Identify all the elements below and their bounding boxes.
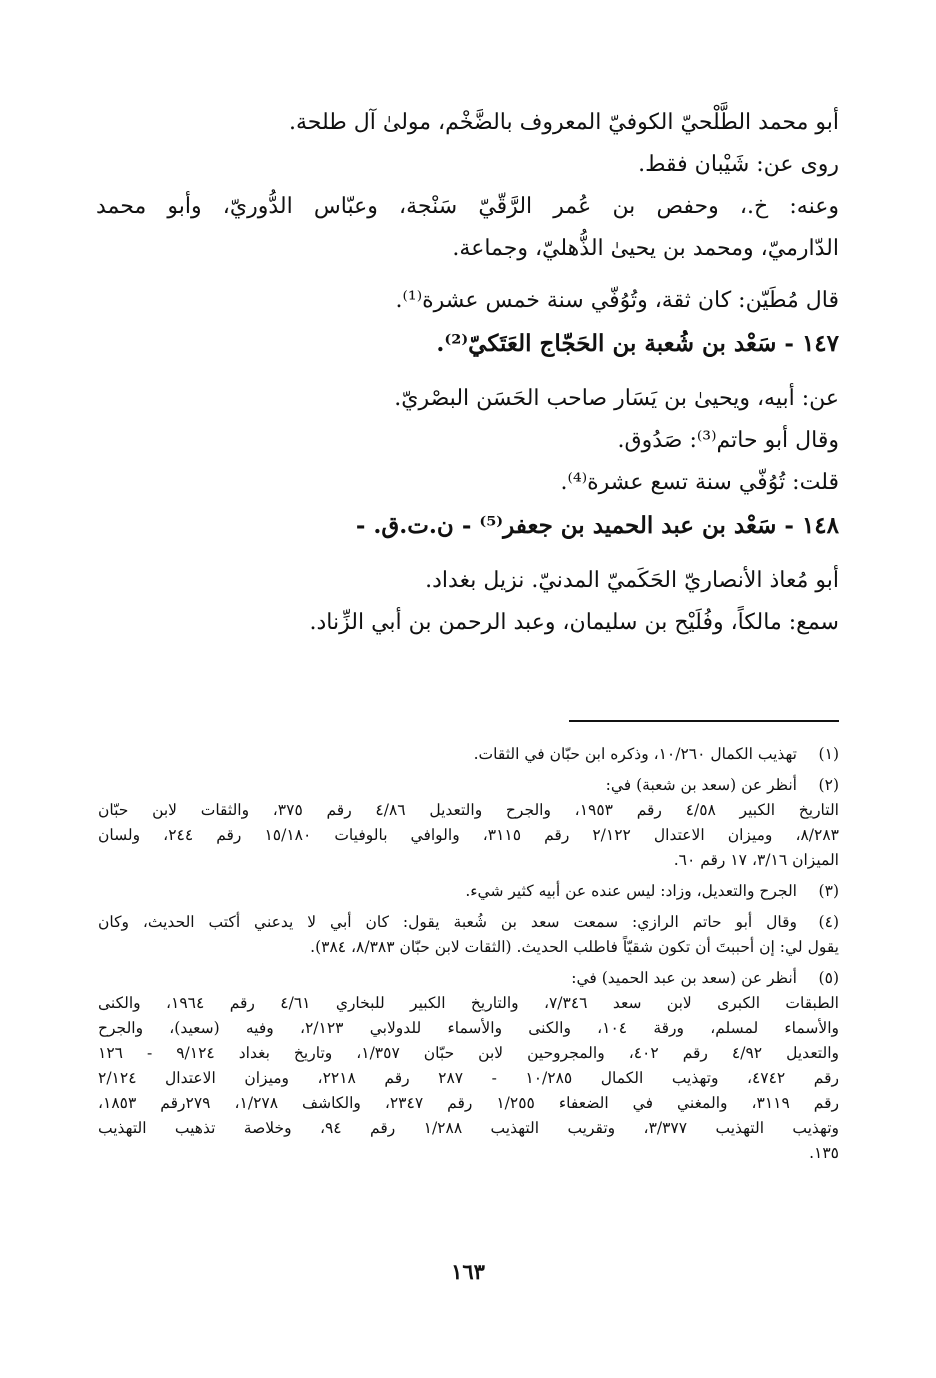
footnote-number: (١) <box>818 745 839 763</box>
footnote-line: والأسماء لمسلم، ورقة ١٠٤، والكنى والأسماء للدولابي ٢/١٢٣، وفيه (سعيد)، والجرح <box>98 1019 839 1037</box>
footnote <box>98 910 839 960</box>
footnote-line: ٨/٢٨٣، وميزان الاعتدال ٢/١٢٢ رقم ٣١١٥، والوافي بالوفيات ١٥/١٨٠ رقم ٢٤٤، ولسان <box>98 826 839 844</box>
footnote-line: الميزان ٣/١٦، ١٧ رقم ٦٠. <box>673 851 839 869</box>
footnote <box>98 966 839 1166</box>
footnote-line: رقم ٣١١٩، والمغني في الضعفاء ١/٢٥٥ رقم ٢٣٤٧، والكاشف ١/٢٧٨، ٢٧٩رقم ١٨٥٣، <box>98 1094 840 1112</box>
footnote-separator <box>569 720 839 722</box>
footnote <box>98 773 839 873</box>
entry-heading-148: ١٤٨ - سَعْد بن عبد الحميد بن جعفر⁽⁵⁾ - ن.ت.ق. - <box>355 512 839 539</box>
footnote <box>98 742 839 767</box>
footnote-number: (٣) <box>818 882 839 900</box>
footnotes <box>98 742 839 1172</box>
footnote-line: أنظر عن (سعد بن شعبة) في: <box>605 776 797 794</box>
text-line: الدّارميّ، ومحمد بن يحيىٰ الذُّهليّ، وجماعة. <box>452 236 839 261</box>
text-line: قلت: تُوُفّي سنة تسع عشرة⁽⁴⁾. <box>560 470 839 495</box>
text-line: وعنه: خ.، وحفص بن عُمر الرَّقّيّ سَنْجة، وعبّاس الدُّوريّ، وأبو محمد <box>96 194 839 219</box>
footnote-line: ١٣٥. <box>809 1144 839 1162</box>
main-text <box>96 108 839 650</box>
footnote-line: تهذيب الكمال ١٠/٢٦٠، وذكره ابن حبّان في الثقات. <box>473 745 797 763</box>
text-line: روى عن: شَيْبان فقط. <box>638 152 839 177</box>
footnote-number: (٢) <box>818 776 839 794</box>
footnote <box>98 879 839 904</box>
footnote-line: الجرح والتعديل، وزاد: ليس عنده عن أبيه كثير شيء. <box>465 882 797 900</box>
footnote-line: وتهذيب التهذيب ٣/٣٧٧، وتقريب التهذيب ١/٢٨٨ رقم ٩٤، وخلاصة تذهيب التهذيب <box>98 1119 839 1137</box>
footnote-line: يقول لي: إن أحببتَ أن تكون شقيّاً فاطلب الحديث. (الثقات لابن حبّان ٨/٣٨٣، ٣٨٤). <box>310 938 839 956</box>
footnote-line: التاريخ الكبير ٤/٥٨ رقم ١٩٥٣، والجرح والتعديل ٤/٨٦ رقم ٣٧٥، والثقات لابن حبّان <box>98 801 839 819</box>
footnote-number: (٤) <box>818 913 839 931</box>
text-line: وقال أبو حاتم⁽³⁾: صَدُوق. <box>617 428 839 453</box>
text-line: قال مُطَيّن: كان ثقة، وتُوُفّي سنة خمس عشرة⁽¹⁾. <box>395 288 839 313</box>
text-line: أبو مُعاذ الأنصاريّ الحَكَميّ المدنيّ. نزيل بغداد. <box>425 568 839 593</box>
page-number: ١٦٣ <box>451 1259 485 1284</box>
footnote-number: (٥) <box>818 969 839 987</box>
footnote-line: رقم ٤٧٤٢، وتهذيب الكمال ١٠/٢٨٥ - ٢٨٧ رقم ٢٢١٨، وميزان الاعتدال ٢/١٢٤ <box>98 1069 839 1087</box>
footnote-line: وقال أبو حاتم الرازي: سمعت سعد بن شُعبة يقول: كان أبي لا يدعني أكتب الحديث، وكان <box>98 913 797 931</box>
text-line: أبو محمد الطَّلْحيّ الكوفيّ المعروف بالضَّخْم، مولىٰ آل طلحة. <box>289 110 839 135</box>
footnote-line: والتعديل ٤/٩٢ رقم ٤٠٢، والمجروحين لابن حبّان ١/٣٥٧، وتاريخ بغداد ٩/١٢٤ - ١٢٦ <box>98 1044 839 1062</box>
text-line: سمع: مالكاً، وفُلَيْح بن سليمان، وعبد الرحمن بن أبي الزِّناد. <box>309 610 839 635</box>
entry-heading-147: ١٤٧ - سَعْد بن شُعبة بن الحَجّاج العَتَكيّ⁽²⁾. <box>436 330 839 357</box>
footnote-line: الطبقات الكبرى لابن سعد ٧/٣٤٦، والتاريخ الكبير للبخاري ٤/٦١ رقم ١٩٦٤، والكنى <box>98 994 839 1012</box>
footnote-line: أنظر عن (سعد بن عبد الحميد) في: <box>571 969 797 987</box>
text-line: عن: أبيه، ويحيىٰ بن يَسَار صاحب الحَسَن البصْريّ. <box>394 386 839 411</box>
